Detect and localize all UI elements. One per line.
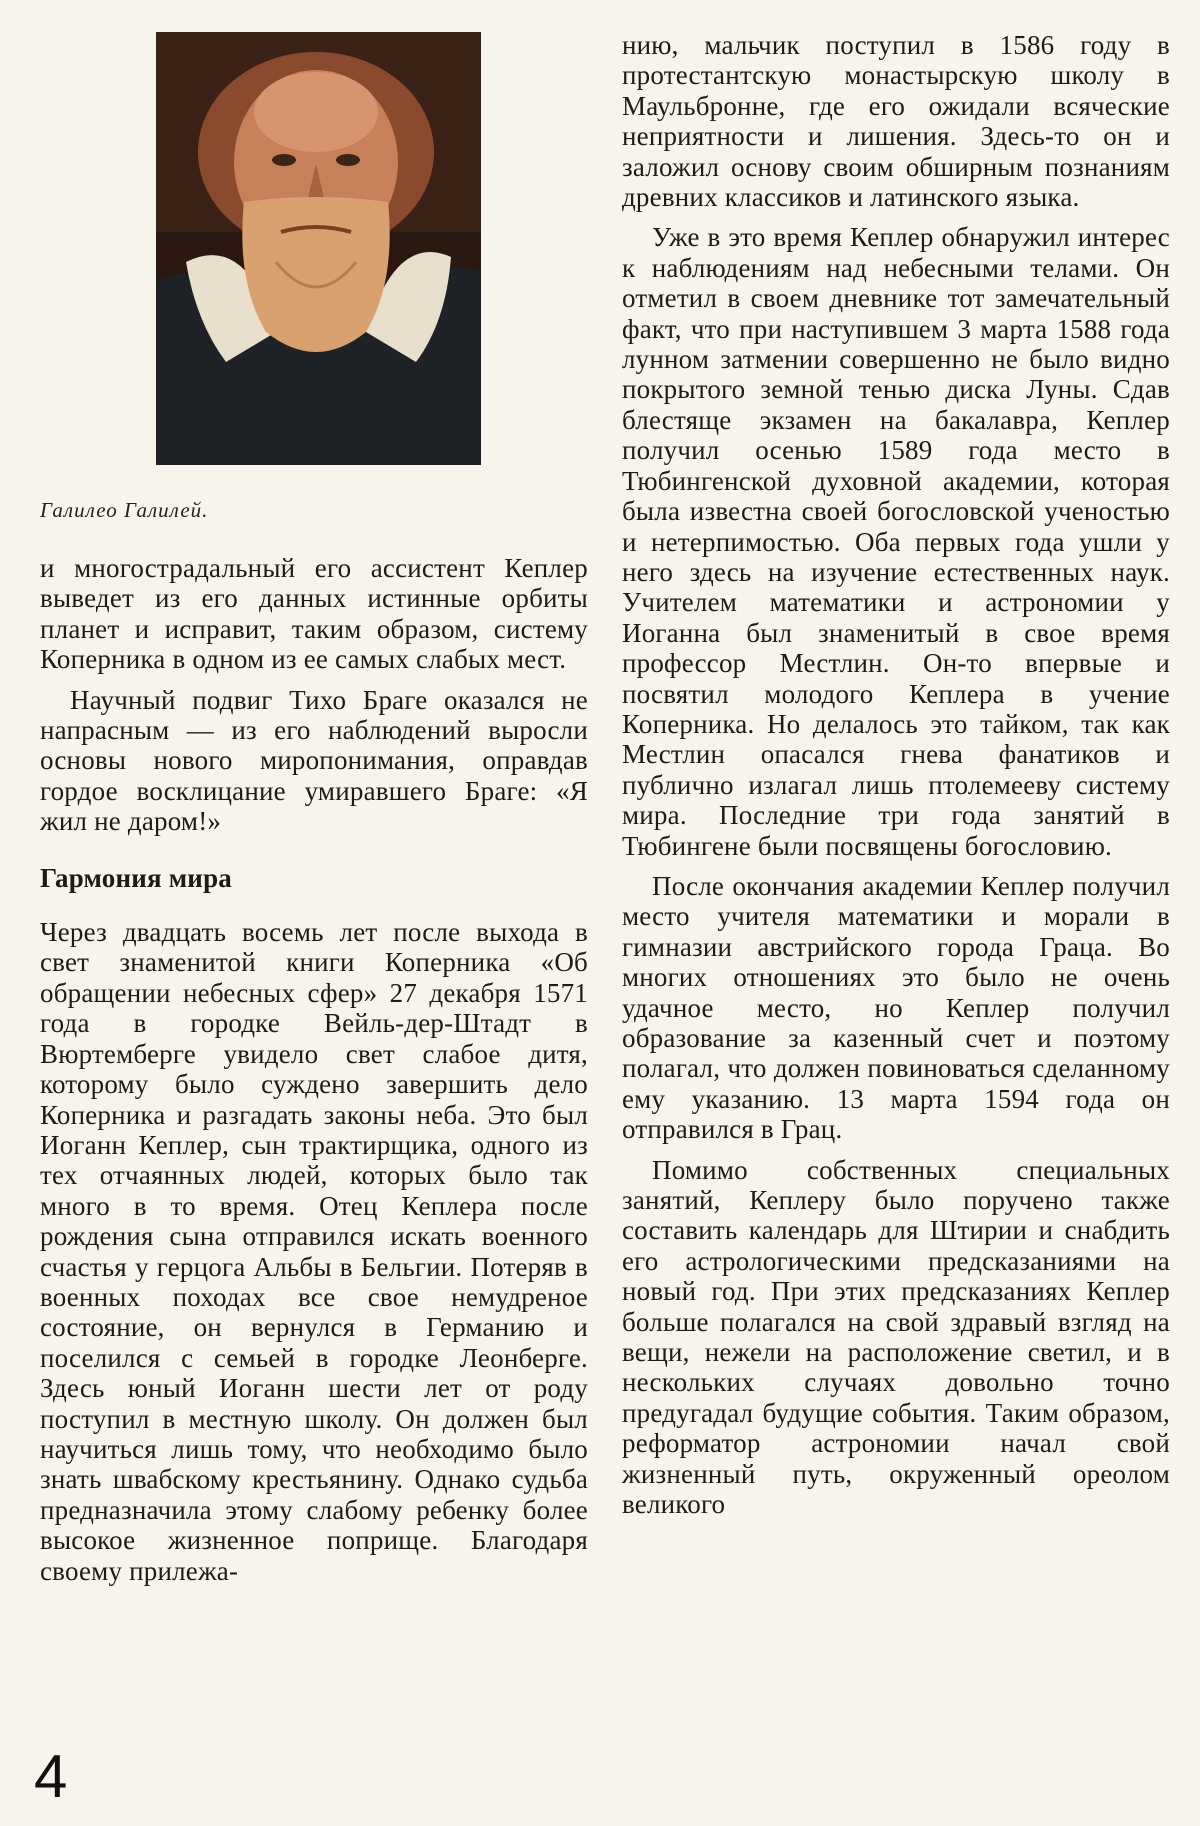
section-heading: Гармония мира xyxy=(40,862,232,893)
paragraph: Помимо собственных специальных занятий, Кеплеру было поручено также составить календарь для Штирии и снабдить его астрологическими предсказаниями на новый год. При этих предсказаниях Кеплер больше полагался на свой здравый взгляд на вещи, нежели на расположение светил, и в нескольких случаях довольно точно предугадал будущие события. Таким образом, реформатор астрономии начал свой жизненный путь, окруженный ореолом великого xyxy=(622,1154,1170,1520)
left-column xyxy=(40,553,588,1596)
figure-caption: Галилео Галилей. xyxy=(40,498,209,522)
paragraph: Через двадцать восемь лет после выхода в свет знаменитой книги Коперника «Об обращении небесных сфер» 27 декабря 1571 года в городке Вейль-дер-Штадт в Вюртемберге увидело свет слабое дитя, которому было суждено завершить дело Коперника и разгадать законы неба. Это был Иоганн Кеплер, сын трактирщика, одного из тех отчаянных людей, которых было так много в то время. Отец Кеплера после рождения сына отправился искать военного счастья у герцога Альбы в Бельгии. Потеряв в военных походах все свое немудреное состояние, он вернулся в Германию и поселился с семьей в городке Леонберге. Здесь юный Иоганн шести лет от роду поступил в местную школу. Он должен был научиться лишь тому, что необходимо было знать швабскому крестьянину. Однако судьба предназначила этому слабому ребенку более высокое жизненное поприще. Благодаря своему прилежа- xyxy=(40,917,588,1586)
paragraph: Научный подвиг Тихо Браге оказался не напрасным — из его наблюдений выросли основы нового миропонимания, оправдав гордое восклицание умиравшего Браге: «Я жил не даром!» xyxy=(40,684,588,837)
page-number: 4 xyxy=(34,1743,68,1810)
paragraph: нию, мальчик поступил в 1586 году в протестантскую монастырскую школу в Маульбронне, где его ожидали всяческие неприятности и лишения. Здесь-то он и заложил основу своим обширным познаниям древних классиков и латинского языка. xyxy=(622,30,1170,213)
paragraph: и многострадальный его ассистент Кеплер выведет из его данных истинные орбиты планет и исправит, таким образом, систему Коперника в одном из ее самых слабых мест. xyxy=(40,553,588,675)
portrait-galileo xyxy=(156,32,481,465)
portrait-image xyxy=(156,32,481,465)
right-column xyxy=(622,30,1170,1530)
paragraph: Уже в это время Кеплер обнаружил интерес к наблюдениям над небесными телами. Он отметил в своем дневнике тот замечательный факт, что при наступившем 3 марта 1588 года лунном затмении совершенно не было видно покрытого земной тенью диска Луны. Сдав блестяще экзамен на бакалавра, Кеплер получил осенью 1589 года место в Тюбингенской духовной академии, которая была известна своей богословской ученостью и нетерпимостью. Оба первых года ушли у него здесь на изучение естественных наук. Учителем математики и астрономии у Иоганна был знаменитый в свое время профессор Местлин. Он-то впервые и посвятил молодого Кеплера в учение Коперника. Но делалось это тайком, так как Местлин опасался гнева фанатиков и публично излагал лишь птолемееву систему мира. Последние три года занятий в Тюбингене были посвящены богословию. xyxy=(622,222,1170,861)
paragraph: После окончания академии Кеплер получил место учителя математики и морали в гимназии австрийского города Граца. Во многих отношениях это было не очень удачное место, но Кеплер получил образование за казенный счет и поэтому полагал, что должен повиноваться сделанному ему указанию. 13 марта 1594 года он отправился в Грац. xyxy=(622,870,1170,1145)
